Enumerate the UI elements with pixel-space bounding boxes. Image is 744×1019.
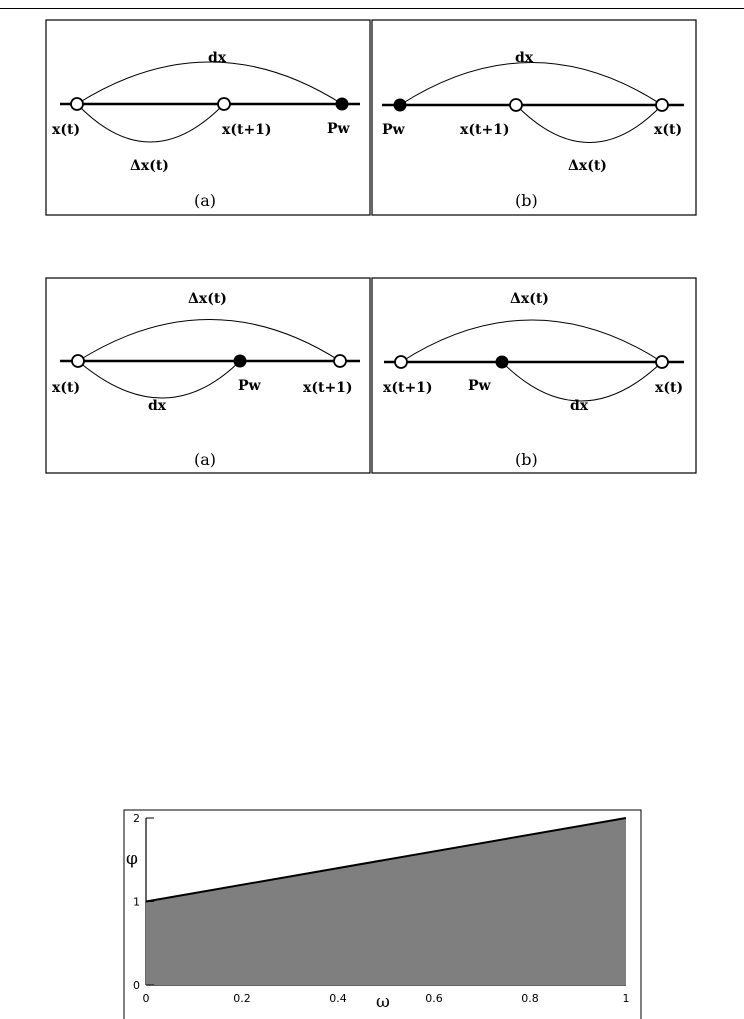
filled-point bbox=[336, 98, 349, 111]
point-label: Pw bbox=[327, 121, 350, 137]
x-axis-label: ω bbox=[376, 992, 390, 1012]
arc-top-label: dx bbox=[515, 50, 534, 66]
x-tick-label: 0.6 bbox=[425, 992, 443, 1005]
area-chart bbox=[124, 810, 641, 1019]
panel-caption: (a) bbox=[194, 450, 217, 469]
point-label: x(t) bbox=[655, 380, 684, 396]
panel-frame bbox=[372, 20, 696, 215]
panel-frame bbox=[46, 278, 370, 473]
arc-top-label: dx bbox=[208, 50, 227, 66]
x-tick-label: 0 bbox=[142, 992, 150, 1005]
arc-bottom-label: dx bbox=[148, 398, 167, 414]
arc-top bbox=[77, 62, 342, 104]
middle-panel-b bbox=[372, 278, 696, 473]
y-tick-label: 0 bbox=[133, 979, 140, 992]
arc-bottom-label: Δx(t) bbox=[568, 158, 607, 174]
figure-middle bbox=[46, 278, 696, 473]
arc-top bbox=[78, 320, 340, 362]
arc-top-label: Δx(t) bbox=[188, 291, 227, 307]
open-point bbox=[656, 99, 668, 111]
panel-frame bbox=[372, 278, 696, 473]
x-tick-label: 0.2 bbox=[233, 992, 251, 1005]
filled-point bbox=[234, 355, 247, 368]
point-label: x(t+1) bbox=[383, 380, 433, 396]
point-label: x(t) bbox=[654, 122, 683, 138]
open-point bbox=[395, 356, 407, 368]
top-panel-b bbox=[372, 20, 696, 215]
point-label: Pw bbox=[382, 122, 405, 138]
y-tick-label: 1 bbox=[133, 895, 140, 909]
arc-top-label: Δx(t) bbox=[510, 291, 549, 307]
x-tick-label: 1 bbox=[622, 992, 630, 1005]
y-tick-label: 2 bbox=[133, 812, 140, 825]
y-axis-label: φ bbox=[126, 849, 138, 869]
x-tick-label: 0.4 bbox=[329, 992, 347, 1005]
top-panel-a bbox=[46, 20, 370, 215]
open-point bbox=[656, 356, 668, 368]
figure-top bbox=[46, 20, 696, 215]
point-label: Pw bbox=[238, 378, 261, 394]
open-point bbox=[71, 98, 83, 110]
open-point bbox=[72, 355, 84, 367]
panel-caption: (a) bbox=[194, 191, 217, 210]
open-point bbox=[334, 355, 346, 367]
point-label: x(t+1) bbox=[303, 380, 353, 396]
middle-panel-a bbox=[46, 278, 370, 473]
point-label: Pw bbox=[468, 378, 491, 394]
filled-point bbox=[496, 356, 509, 369]
open-point bbox=[218, 98, 230, 110]
point-label: x(t) bbox=[52, 380, 81, 396]
point-label: x(t+1) bbox=[460, 122, 510, 138]
arc-top bbox=[401, 320, 662, 362]
area-region bbox=[146, 818, 626, 985]
panel-caption: (b) bbox=[515, 191, 538, 210]
arc-bottom bbox=[516, 105, 662, 143]
panel-caption: (b) bbox=[515, 450, 538, 469]
point-label: x(t) bbox=[52, 122, 81, 138]
point-label: x(t+1) bbox=[222, 122, 272, 138]
arc-bottom-label: Δx(t) bbox=[130, 158, 169, 174]
filled-point bbox=[394, 99, 407, 112]
arc-bottom-label: dx bbox=[570, 398, 589, 414]
arc-bottom bbox=[77, 104, 224, 142]
arc-bottom bbox=[78, 361, 240, 398]
x-tick-label: 0.8 bbox=[521, 992, 539, 1005]
open-point bbox=[510, 99, 522, 111]
arc-bottom bbox=[502, 362, 662, 401]
arc-top bbox=[400, 63, 662, 106]
